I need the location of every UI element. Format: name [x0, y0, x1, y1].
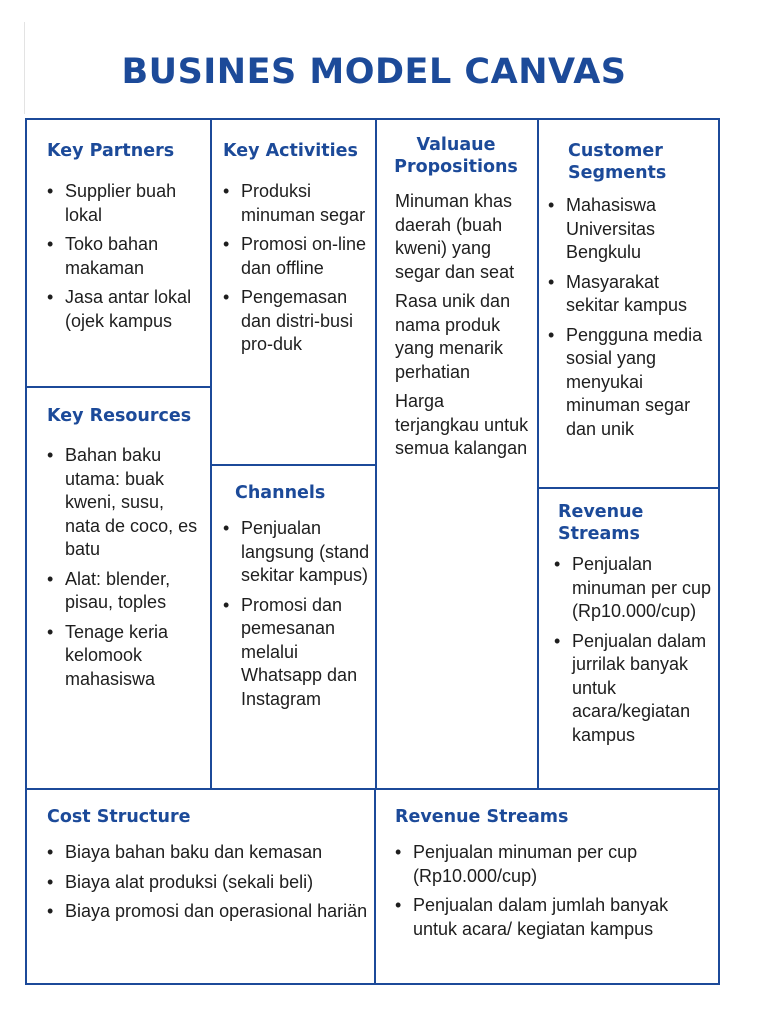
key-partners-title: Key Partners [47, 141, 175, 161]
key-activities-list [223, 180, 371, 357]
paragraph: Harga terjangkau untuk semua kalangan [395, 391, 529, 458]
list-item: • Mahasiswa Universitas Bengkulu [548, 194, 716, 265]
cost-structure-block [27, 789, 376, 983]
list-item: • Produksi minuman segar [223, 180, 371, 227]
list-item: • Alat: blender, pisau, toples [47, 568, 204, 615]
list-item: • Toko bahan makaman [47, 233, 204, 280]
list-item: • Penjualan minuman per cup (Rp10.000/cup) [395, 841, 712, 888]
value-propositions-title: Valuaue Propositions [394, 135, 518, 177]
revenue-streams-bottom-list [395, 841, 712, 941]
key-resources-list [47, 444, 204, 691]
channels-list [223, 517, 373, 711]
customer-segments-list [548, 194, 716, 441]
list-item: • Biaya alat produksi (sekali beli) [47, 871, 368, 895]
revenue-streams-side-title: Revenue Streams [558, 502, 644, 544]
revenue-streams-side-block [538, 488, 720, 790]
customer-segments-block [538, 120, 720, 489]
list-item: • Masyarakat sekitar kampus [548, 271, 716, 318]
list-item: • Promosi dan pemesanan melalui Whatsapp dan Instagram [223, 594, 373, 712]
key-resources-block [27, 388, 212, 790]
paragraph: Rasa unik dan nama produk yang menarik perhatian [395, 291, 511, 382]
list-item: • Penjualan minuman per cup (Rp10.000/cup) [554, 553, 716, 624]
list-item: • Supplier buah lokal [47, 180, 204, 227]
list-item: • Tenage keria kelomook mahasiswa [47, 621, 204, 692]
key-activities-title: Key Activities [223, 141, 358, 161]
list-item: • Penjualan dalam jurrilak banyak untuk acara/kegiatan kampus [554, 630, 716, 748]
list-item: • Pengguna media sosial yang menyukai minuman segar dan unik [548, 324, 716, 442]
page-title: BUSINES MODEL CANVAS [121, 52, 627, 92]
key-activities-block [211, 120, 377, 466]
list-item: • Promosi on-line dan offline [223, 233, 371, 280]
key-partners-list [47, 180, 204, 333]
list-item: • Biaya promosi dan operasional hariän [47, 900, 368, 924]
list-item: • Biaya bahan baku dan kemasan [47, 841, 368, 865]
list-item: • Bahan baku utama: buak kweni, susu, nata de coco, es batu [47, 444, 204, 562]
customer-segments-title: Customer Segments [568, 141, 667, 183]
list-item: • Jasa antar lokal (ojek kampus [47, 286, 204, 333]
key-partners-block [27, 120, 212, 388]
list-item: • Penjualan langsung (stand sekitar kampus) [223, 517, 373, 588]
channels-block [211, 465, 377, 790]
list-item: • Pengemasan dan distri-busi pro-duk [223, 286, 371, 357]
channels-title: Channels [235, 483, 326, 503]
paragraph: Minuman khas daerah (buah kweni) yang segar dan seat [395, 191, 515, 282]
cost-structure-list [47, 841, 368, 924]
value-propositions-text [395, 190, 533, 461]
business-model-canvas [25, 118, 720, 985]
list-item: • Penjualan dalam jumlah banyak untuk acara/ kegiatan kampus [395, 894, 712, 941]
revenue-streams-side-list [554, 553, 716, 747]
cost-structure-title: Cost Structure [47, 807, 191, 827]
value-propositions-block [375, 120, 539, 790]
key-resources-title: Key Resources [47, 406, 192, 426]
revenue-streams-bottom-block [375, 789, 720, 983]
revenue-streams-bottom-title: Revenue Streams [395, 807, 569, 827]
